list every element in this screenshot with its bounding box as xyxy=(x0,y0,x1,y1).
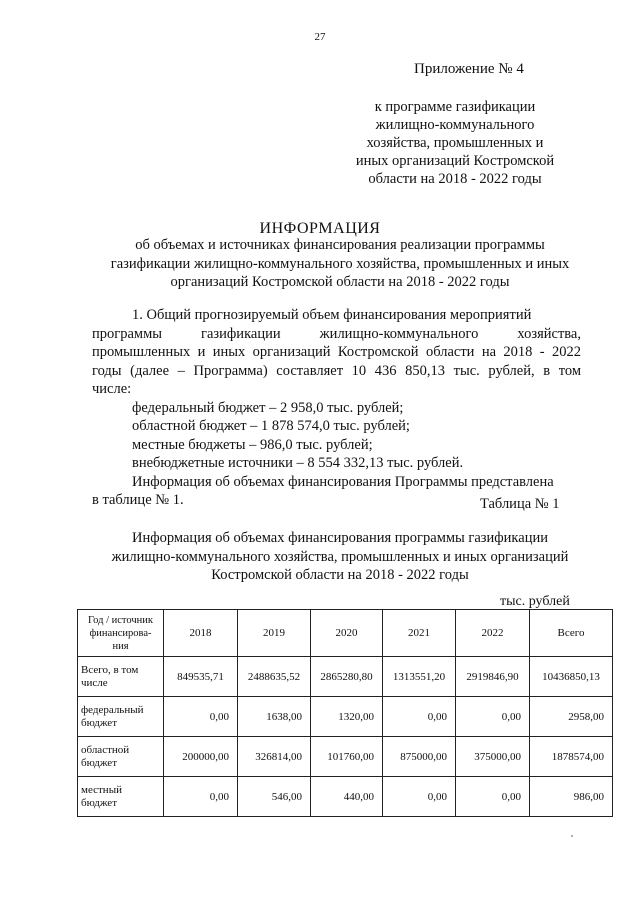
body-text xyxy=(92,306,581,510)
appendix-subtitle-line: к программе газификации xyxy=(374,99,536,115)
table-cell: 200000,00 xyxy=(164,737,238,777)
table-row-label-line: числе xyxy=(81,676,108,689)
table-row-label-line: местный xyxy=(81,783,122,796)
body-line: числе: xyxy=(92,381,132,397)
table-cell: 326814,00 xyxy=(238,737,311,777)
table-row xyxy=(78,777,613,817)
funding-item-regional: областной бюджет – 1 878 574,0 тыс. рублей; xyxy=(132,418,410,434)
body-line: Информация об объемах финансирования Программы представлена xyxy=(132,473,554,490)
table-cell: 0,00 xyxy=(164,777,238,817)
table-cell: 0,00 xyxy=(383,697,456,737)
table-cell: 0,00 xyxy=(383,777,456,817)
table-cell: 1313551,20 xyxy=(383,657,456,697)
appendix-subtitle-line: иных организаций Костромской xyxy=(355,153,555,169)
table-row-label-line: Всего, в том xyxy=(81,663,139,676)
table-row-label xyxy=(78,657,164,697)
table-title xyxy=(60,529,620,585)
table-row-label-line: бюджет xyxy=(81,796,117,809)
appendix-title: Приложение № 4 xyxy=(414,61,524,77)
document-subheading-line: организаций Костромской области на 2018 - 2022 годы xyxy=(170,274,510,290)
table-header-cell: 2020 xyxy=(311,610,383,657)
appendix-subtitle-line: области на 2018 - 2022 годы xyxy=(368,171,542,187)
table-cell: 986,00 xyxy=(530,777,613,817)
table-cell: 2919846,90 xyxy=(456,657,530,697)
table-cell: 0,00 xyxy=(164,697,238,737)
table-row-label-line: федеральный xyxy=(81,703,144,716)
table-cell: 875000,00 xyxy=(383,737,456,777)
table-header-label-line: финансирова- xyxy=(89,627,152,639)
scan-artifact xyxy=(571,835,573,837)
table-cell: 1878574,00 xyxy=(530,737,613,777)
document-heading: ИНФОРМАЦИЯ xyxy=(259,220,381,237)
table-header-label xyxy=(78,610,164,657)
table-cell: 546,00 xyxy=(238,777,311,817)
table-header-label-line: ния xyxy=(112,640,129,652)
table-header-cell: 2022 xyxy=(456,610,530,657)
document-subheading-line: газификации жилищно-коммунального хозяйства, промышленных и иных xyxy=(110,255,570,272)
appendix-subtitle xyxy=(330,98,580,188)
table-row-label xyxy=(78,737,164,777)
table-cell: 375000,00 xyxy=(456,737,530,777)
table-title-line: жилищно-коммунального хозяйства, промышленных и иных организаций xyxy=(111,548,569,565)
table-row xyxy=(78,697,613,737)
appendix-subtitle-line: хозяйства, промышленных и xyxy=(366,135,544,151)
table-title-line: Костромской области на 2018 - 2022 годы xyxy=(211,567,469,583)
page-number: 27 xyxy=(314,31,326,43)
document-subheading-line: об объемах и источниках финансирования реализации программы xyxy=(135,237,545,253)
table-cell: 440,00 xyxy=(311,777,383,817)
table-header-label-line: Год / источник xyxy=(88,614,153,626)
funding-item-local: местные бюджеты – 986,0 тыс. рублей; xyxy=(132,436,373,453)
body-line: промышленных и иных организаций Костромской области на 2018 - 2022 xyxy=(92,344,581,360)
body-line: 1. Общий прогнозируемый объем финансирования мероприятий xyxy=(132,307,532,323)
table-row-label-line: бюджет xyxy=(81,756,117,769)
table-cell: 2488635,52 xyxy=(238,657,311,697)
body-line: программы газификации жилищно-коммунального хозяйства, xyxy=(92,325,581,342)
table-header-cell: 2019 xyxy=(238,610,311,657)
table-cell: 101760,00 xyxy=(311,737,383,777)
table-row-label xyxy=(78,777,164,817)
appendix-subtitle-line: жилищно-коммунального xyxy=(375,117,535,133)
body-line: годы (далее – Программа) составляет 10 436 850,13 тыс. рублей, в том xyxy=(92,362,581,379)
table-units: тыс. рублей xyxy=(500,594,570,609)
table-cell: 0,00 xyxy=(456,777,530,817)
table-cell: 10436850,13 xyxy=(530,657,613,697)
table-caption: Таблица № 1 xyxy=(480,496,560,512)
funding-item-federal: федеральный бюджет – 2 958,0 тыс. рублей; xyxy=(132,399,404,416)
table-header-cell: 2021 xyxy=(383,610,456,657)
table-row xyxy=(78,657,613,697)
table-cell: 1638,00 xyxy=(238,697,311,737)
table-row-label xyxy=(78,697,164,737)
funding-item-extrabudgetary: внебюджетные источники – 8 554 332,13 тыс. рублей. xyxy=(132,455,464,471)
table-cell: 2958,00 xyxy=(530,697,613,737)
table-cell: 849535,71 xyxy=(164,657,238,697)
table-header-row xyxy=(78,610,613,657)
table-row xyxy=(78,737,613,777)
table-cell: 0,00 xyxy=(456,697,530,737)
table-title-line: Информация об объемах финансирования программы газификации xyxy=(132,530,548,546)
table-row-label-line: бюджет xyxy=(81,716,117,729)
table-header-cell: Всего xyxy=(530,610,613,657)
document-subheading xyxy=(60,236,620,292)
financing-table xyxy=(77,609,613,817)
table-header-cell: 2018 xyxy=(164,610,238,657)
table-row-label-line: областной xyxy=(81,743,130,756)
body-line: в таблице № 1. xyxy=(92,492,184,508)
table-cell: 1320,00 xyxy=(311,697,383,737)
table-cell: 2865280,80 xyxy=(311,657,383,697)
